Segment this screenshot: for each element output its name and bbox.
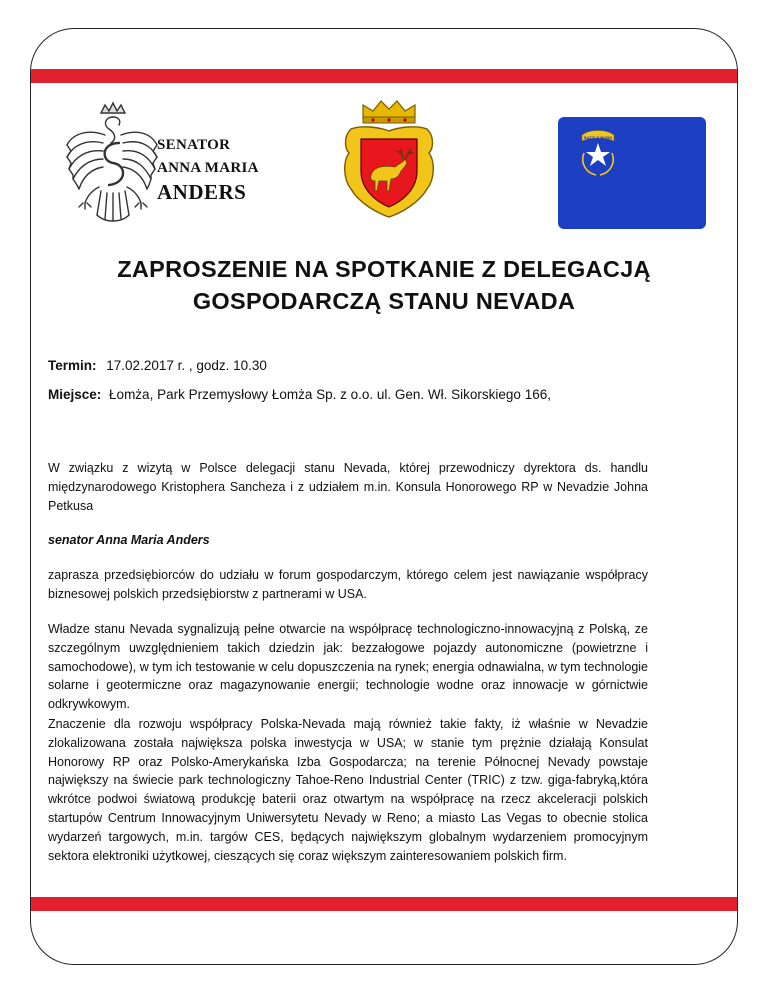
- top-red-band: [31, 69, 737, 83]
- senator-line2: ANNA MARIA: [157, 160, 259, 176]
- paragraph-significance: Znaczenie dla rozwoju współpracy Polska-Nevada mają również takie fakty, iż właśnie w Nevadzie zlokalizowana została największa polska inwestycja w USA; w stanie tym prężnie działają Konsulat Honorowy RP oraz Polsko-Amerykańska Izba Gospodarcza; na terenie Północnej Nevady powstaje największy na świecie park technologiczny Tahoe-Reno Industrial Center (TRIC) z tzw. giga-fabryką,która wkrótce podwoi światową produkcję baterii oraz otwartym na współpracę na rzecz akceleracji polskich startupów Centrum Innowacyjnym Uniwersytetu Nevady w Reno; a miasto Las Vegas to obecnie stolica wydarzeń targowych, m.in. targów CES, będących największym globalnym wydarzeniem promocyjnym sektora elektroniki użytkowej, cieszących się coraz większym zainteresowaniem polskich firm.: [48, 717, 648, 863]
- eagle-emblem-icon: [61, 99, 161, 239]
- senator-block: [157, 137, 259, 205]
- senator-line1: SENATOR: [157, 137, 231, 153]
- termin-field: [48, 358, 267, 373]
- termin-label: Termin:: [48, 358, 97, 373]
- paragraph-invitation: zaprasza przedsiębiorców do udziału w forum gospodarczym, którego celem jest nawiązanie współpracy biznesowej polskich przedsiębiorstw z partnerami w USA.: [48, 568, 648, 601]
- paragraph-cooperation: Władze stanu Nevada sygnalizują pełne otwarcie na współpracę technologiczno-innowacyjną z Polską, ze szczególnym uwzględnieniem takich dziedzin jak: bezzałogowe pojazdy autonomiczne (powietrzne i samochodowe), w tym ich testowanie w celu dopuszczenia na rynek; energia odnawialna, w tym technologie solarne i geotermiczne oraz magazynowanie energii; technologie wodne oraz innowacje w górnictwie odkrywkowym.: [48, 622, 648, 712]
- title-line2: GOSPODARCZĄ STANU NEVADA: [192, 288, 576, 314]
- senator-line3: ANDERS: [157, 180, 247, 204]
- lomza-coat-of-arms-icon: [341, 97, 437, 219]
- nevada-flag-emblem: [558, 117, 706, 229]
- flag-banner-text: BATTLE BORN: [583, 135, 613, 140]
- miejsce-value: Łomża, Park Przemysłowy Łomża Sp. z o.o. ul. Gen. Wł. Sikorskiego 166,: [109, 387, 551, 402]
- title-line1: ZAPROSZENIE NA SPOTKANIE Z DELEGACJĄ: [117, 256, 651, 282]
- page-title: [0, 253, 768, 317]
- nevada-flag-icon: [558, 117, 706, 229]
- termin-value: 17.02.2017 r. , godz. 10.30: [106, 358, 267, 373]
- miejsce-label: Miejsce:: [48, 387, 102, 402]
- paragraph-intro: W związku z wizytą w Polsce delegacji stanu Nevada, której przewodniczy dyrektora ds. handlu międzynarodowego Kristophera Sancheza i z udziałem m.in. Konsula Honorowego RP w Nevadzie Johna Petkusa: [48, 461, 648, 513]
- miejsce-field: [48, 387, 551, 402]
- bottom-red-band: [31, 897, 737, 911]
- paragraph-signature: senator Anna Maria Anders: [48, 533, 210, 547]
